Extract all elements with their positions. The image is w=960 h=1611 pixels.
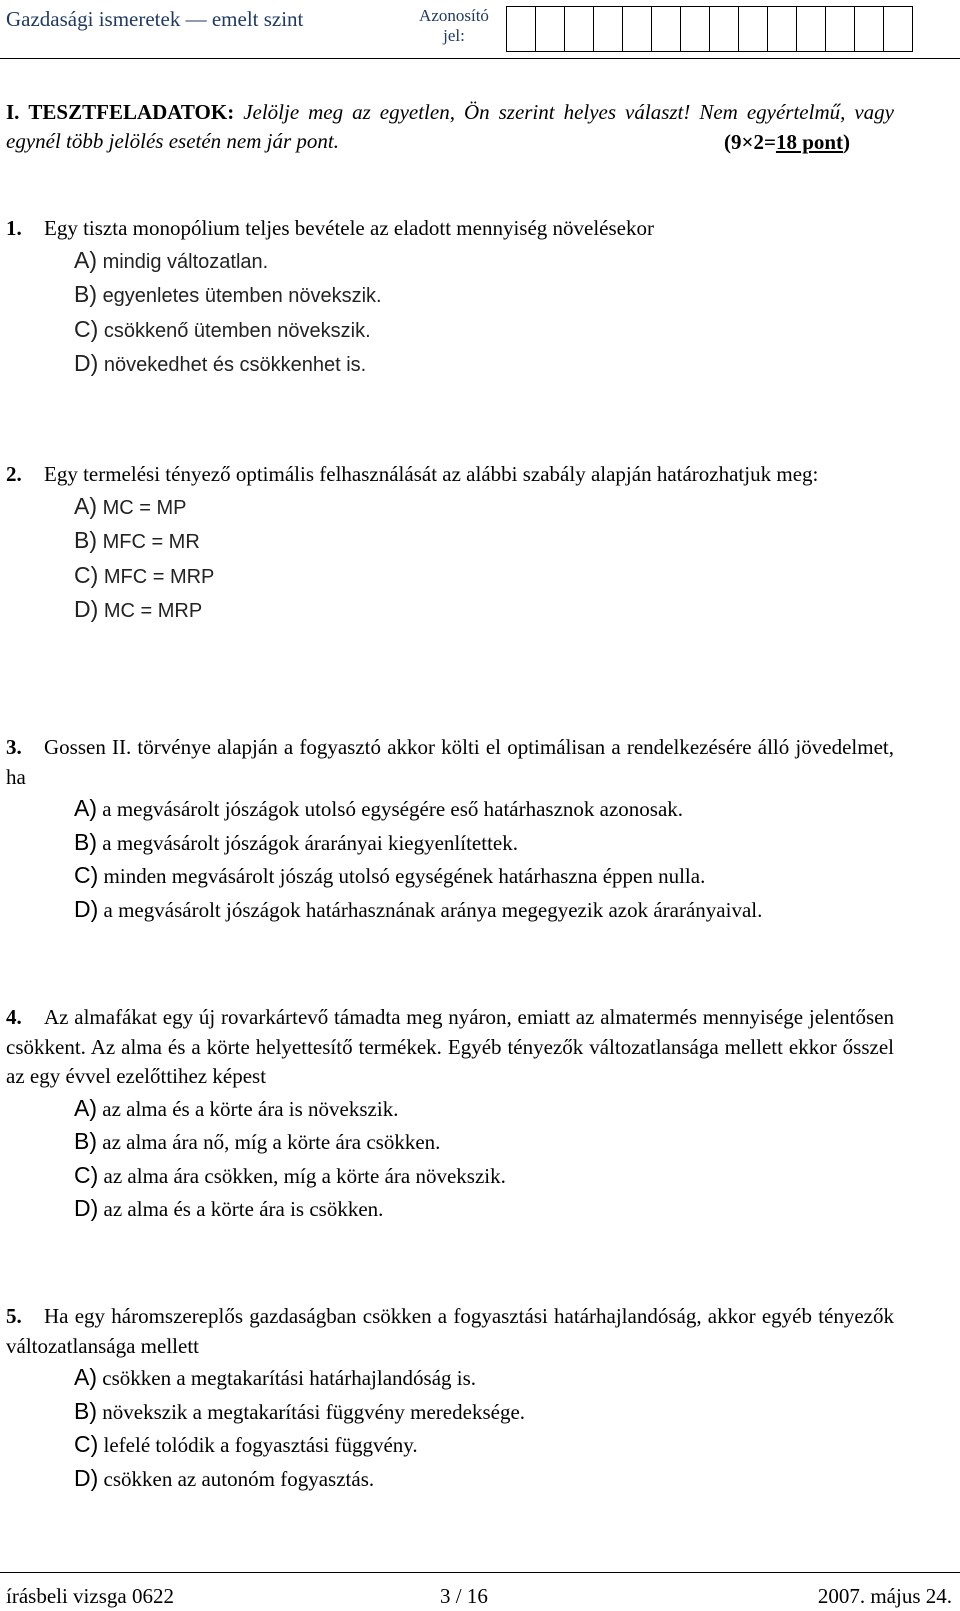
id-box[interactable]: [796, 6, 826, 52]
question-number: 5.: [6, 1304, 22, 1328]
option-a[interactable]: [6, 1361, 894, 1395]
option-text: MC = MP: [102, 496, 187, 519]
question-text: Ha egy háromszereplős gazdaságban csökken a fogyasztási határhajlandóság, akkor egyéb tényezők változatlansága mellett: [6, 1304, 894, 1358]
points-mid: 2=: [753, 130, 776, 154]
option-d[interactable]: [6, 893, 894, 927]
id-box[interactable]: [535, 6, 565, 52]
question-stem: [6, 1302, 894, 1361]
points-suffix: ): [843, 130, 851, 154]
option-b[interactable]: [6, 1395, 894, 1429]
option-b[interactable]: [6, 826, 894, 860]
option-text: lefelé tolódik a fogyasztási függvény.: [103, 1433, 418, 1457]
option-letter: A): [74, 246, 97, 273]
id-box[interactable]: [680, 6, 710, 52]
question-2: [6, 460, 894, 628]
option-a[interactable]: [6, 490, 894, 525]
question-text: Az almafákat egy új rovarkártevő támadta meg nyáron, emiatt az almatermés mennyisége jelentősen csökkent. Az alma és a körte helyettesítő termékek. Egyéb tényezők változatlansága mellett ekkor ősszel az egy évvel ezelőttihez képest: [6, 1005, 894, 1088]
option-letter: B): [74, 527, 97, 553]
question-number: 2.: [6, 462, 22, 486]
id-box[interactable]: [593, 6, 623, 52]
option-text: minden megvásárolt jószág utolsó egységének határhaszna éppen nulla.: [103, 864, 706, 888]
option-letter: A): [74, 1364, 97, 1390]
question-text: Egy termelési tényező optimális felhasználását az alábbi szabály alapján határozhatjuk meg:: [44, 462, 819, 486]
footer-exam-label: írásbeli vizsga 0622: [6, 1584, 174, 1608]
id-box[interactable]: [883, 6, 913, 52]
option-a[interactable]: [6, 792, 894, 826]
footer-date: 2007. május 24.: [817, 1584, 952, 1608]
option-text: MFC = MR: [102, 531, 200, 553]
id-box[interactable]: [564, 6, 594, 52]
points-total: 18 pont: [775, 130, 844, 154]
option-text: a megvásárolt jószágok árarányai kiegyenlítettek.: [102, 830, 518, 855]
question-number: 1.: [6, 216, 22, 240]
id-box[interactable]: [651, 6, 681, 52]
option-text: az alma és a körte ára is csökken.: [103, 1197, 384, 1221]
option-text: növekedhet és csökkenhet is.: [103, 354, 367, 376]
option-letter: C): [74, 862, 99, 888]
option-text: csökken a megtakarítási határhajlandóság is.: [102, 1366, 477, 1390]
option-d[interactable]: [6, 1192, 894, 1226]
option-text: MC = MRP: [103, 600, 203, 622]
option-b[interactable]: [6, 1125, 894, 1159]
option-letter: D): [74, 350, 99, 376]
option-letter: A): [74, 795, 97, 821]
question-stem: [6, 733, 894, 792]
option-d[interactable]: [6, 347, 894, 382]
option-b[interactable]: [6, 524, 894, 559]
option-text: MFC = MRP: [103, 565, 215, 588]
id-label-line2: jel:: [443, 26, 465, 45]
id-box[interactable]: [622, 6, 652, 52]
option-text: az alma és a körte ára is növekszik.: [102, 1096, 399, 1121]
question-number: 3.: [6, 735, 22, 759]
option-letter: B): [74, 828, 97, 855]
option-text: a megvásárolt jószágok határhasznának aránya megegyezik azok árarányaival.: [103, 897, 763, 922]
option-text: a megvásárolt jószágok utolsó egységére eső határhasznok azonosak.: [102, 797, 684, 821]
option-letter: D): [74, 596, 99, 622]
page-header: [0, 0, 960, 60]
footer-page-number: 3 / 16: [440, 1584, 488, 1608]
id-box[interactable]: [854, 6, 884, 52]
option-text: csökken az autonóm fogyasztás.: [103, 1466, 375, 1491]
option-letter: A): [74, 1094, 97, 1121]
option-c[interactable]: [6, 1428, 894, 1462]
option-c[interactable]: [6, 559, 894, 594]
section-title: TESZTFELADATOK:: [28, 100, 235, 124]
question-stem: [6, 214, 894, 244]
option-text: csökkenő ütemben növekszik.: [103, 319, 371, 342]
option-d[interactable]: [6, 1462, 894, 1496]
option-b[interactable]: [6, 278, 894, 313]
option-letter: B): [74, 1128, 97, 1154]
option-letter: D): [74, 895, 99, 922]
option-d[interactable]: [6, 593, 894, 628]
option-letter: B): [74, 1397, 97, 1424]
id-box[interactable]: [709, 6, 739, 52]
id-box[interactable]: [506, 6, 536, 52]
question-stem: [6, 460, 894, 490]
section-number: I.: [6, 100, 20, 124]
option-text: az alma ára csökken, míg a körte ára növekszik.: [103, 1163, 506, 1188]
question-text: Gossen II. törvénye alapján a fogyasztó akkor költi el optimálisan a rendelkezésére álló jövedelmet, ha: [6, 735, 894, 789]
question-5: [6, 1302, 894, 1495]
points-times: ×: [741, 130, 754, 154]
option-letter: C): [74, 315, 99, 342]
option-letter: D): [74, 1195, 99, 1221]
question-number: 4.: [6, 1005, 22, 1029]
question-4: [6, 1003, 894, 1226]
footer-rule: [0, 1572, 960, 1573]
option-text: mindig változatlan.: [102, 250, 269, 273]
id-box[interactable]: [825, 6, 855, 52]
option-letter: C): [74, 1431, 99, 1457]
option-c[interactable]: [6, 1159, 894, 1193]
id-box[interactable]: [738, 6, 768, 52]
option-letter: C): [74, 561, 99, 588]
id-label-line1: Azonosító: [419, 6, 489, 25]
points-prefix: (9: [724, 130, 742, 154]
option-letter: C): [74, 1161, 99, 1188]
id-box-grid: [506, 6, 912, 52]
header-rule: [0, 58, 960, 59]
question-stem: [6, 1003, 894, 1092]
option-letter: B): [74, 281, 97, 307]
id-box[interactable]: [767, 6, 797, 52]
question-3: [6, 733, 894, 926]
question-1: [6, 214, 894, 382]
option-letter: A): [74, 492, 97, 519]
option-a[interactable]: [6, 244, 894, 279]
option-text: egyenletes ütemben növekszik.: [102, 285, 382, 307]
option-a[interactable]: [6, 1092, 894, 1126]
option-text: az alma ára nő, míg a körte ára csökken.: [102, 1130, 441, 1154]
option-letter: D): [74, 1464, 99, 1491]
question-text: Egy tiszta monopólium teljes bevétele az eladott mennyiség növelésekor: [44, 216, 654, 240]
section-points: [724, 130, 850, 155]
id-label: [414, 6, 494, 46]
option-c[interactable]: [6, 313, 894, 348]
option-c[interactable]: [6, 859, 894, 893]
section-instruction: Jelölje meg az egyetlen, Ön szerint helyes választ! Nem egyértelmű, vagy egynél több jelölés esetén nem jár pont.: [6, 100, 894, 153]
option-text: növekszik a megtakarítási függvény meredeksége.: [102, 1399, 526, 1424]
header-title: Gazdasági ismeretek — emelt szint: [6, 7, 304, 31]
